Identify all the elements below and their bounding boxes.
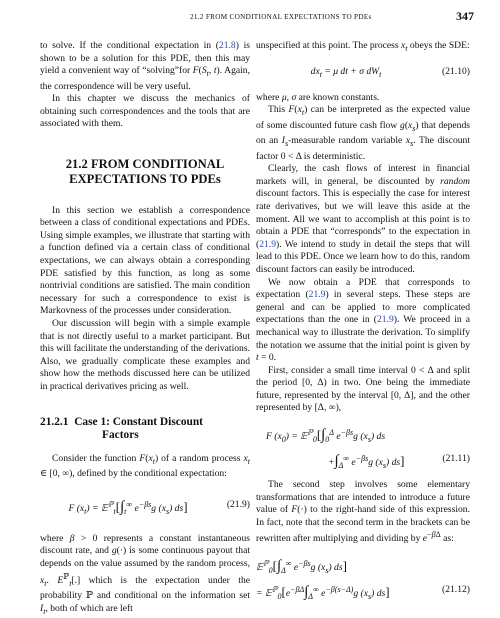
paragraph: Consider the function $F(x_t)$ of a random process $x_t$ ∈ [0, ∞), defined by the conditional expectation: xyxy=(40,452,250,480)
paragraph: where μ, σ are known constants. xyxy=(256,91,380,103)
equation-link[interactable]: 21.9 xyxy=(376,314,394,326)
paragraph: unspecified at this point. The process $x_t$ obeys the SDE: xyxy=(256,40,470,53)
subsection-title: 21.2.1 Case 1: Constant Discount Factors xyxy=(40,415,203,442)
page-header xyxy=(0,0,500,36)
paragraph: Clearly, the cash flows of interest in financial markets will, in general, be discounted by random discount factors. This is especially the case for interest rate derivatives, but we will leave this aside at the moment. All we want to accomplish at this point is to obtain a PDE that “corresponds” to the expectation in (21.9). We intend to study in detail the steps that will lead to this PDE. Once we learn how to do this, random discount factors can easily be introduced. xyxy=(256,163,470,275)
paragraph: The second step involves some elementary transformations that are intended to introduce a future value of F(·) to the right-hand side of this expression. In fact, note that the second term in the brackets can be rewritten after multiplying and dividing by $e^{-\beta\Delta}$ as: xyxy=(256,479,470,545)
paragraph: where β > 0 represents a constant instantaneous discount rate, and g(·) is some continuous payout that depends on the value assumed by the random process, $x_t$. $E^ℙ_t[.]$ which is the expectation under the probability ℙ and conditional on the information set $I_t$, both of which are left xyxy=(40,532,251,616)
paragraph: We now obtain a PDE that corresponds to expectation (21.9) in several steps. These steps are general and can be applied to more complicated expectations than the one in (21.9). We proceed in a mechanical way to illustrate the derivation. To simplify the notation we assume that the initial point is given by t = 0. xyxy=(256,276,471,364)
left-column xyxy=(40,40,250,618)
equation-21-9: F $(x_t)$ = $𝔼^ℙ_t[\int_t^\infty$ $e^{-\beta s}g$ $(x_s)$ ds] (21.9) xyxy=(68,498,250,516)
paragraph: This $F(x_t)$ can be interpreted as the expected value of some discounted future cash flow $g(x_s)$ that depends on an $I_s$-measurable random variable $x_s$. The discount factor 0 < Δ is deterministic. xyxy=(256,104,470,162)
page-number: 347 xyxy=(456,9,474,23)
section-title: 21.2 FROM CONDITIONAL EXPECTATIONS TO PDEs xyxy=(65,157,225,186)
paragraph: In this section we establish a correspondence between a class of conditional expectations and PDEs. Using simple examples, we illustrate that starting with a function defined via a certain class of conditional expectations, we can always obtain a corresponding PDE satisfied by this function, as long as some nontrivial conditions are satisfied. The main condition necessary for such a correspondence to exist is Markovness of the processes under consideration. xyxy=(40,204,250,317)
paragraph: to solve. If the conditional expectation in (21.8) is shown to be a solution for this PDE, then this may yield a convenient way of “solving”for $F(S_t$, t). Again, the correspondence will be very useful. xyxy=(40,40,250,92)
right-column xyxy=(256,40,470,610)
paragraph: First, consider a small time interval 0 < Δ and split the period [0, Δ) in two. One being the immediate future, represented by the interval [0, Δ], and the other represented by [Δ, ∞), xyxy=(256,364,470,414)
equation-21-11: F $(x_0)$ = $𝔼^ℙ_0[\int_0^\Delta$ $e^{-\beta s}g$ $(x_s)$ ds $+\int_\Delta^\infty$ $e^{-\beta s}g$ $(x_s)$ ds] (21.11) xyxy=(266,427,470,471)
equation-link[interactable]: 21.9 xyxy=(308,289,326,301)
equation-21-10: $dx_t = \mu$ dt + σ $dW_t$ (21.10) xyxy=(310,65,470,79)
running-head: 21.2 FROM CONDITIONAL EXPECTATIONS TO PDEs xyxy=(190,13,372,21)
paragraph: In this chapter we discuss the mechanics of obtaining such correspondences and the tools that are associated with them. xyxy=(40,93,250,130)
equation-link[interactable]: 21.9 xyxy=(259,238,276,250)
equation-21-12: $𝔼^ℙ_0[\int_\Delta^\infty$ $e^{-\beta s}g$ $(x_s)$ ds] = $𝔼^ℙ_0[e^{-\beta\Delta}\int_\Delta^\infty$ $e^{-\beta(s-\Delta)}g$ $(x_s)$ ds] (21.12) xyxy=(256,558,470,602)
paragraph: Our discussion will begin with a simple example that is not directly useful to a market participant. But this will facilitate the understanding of the derivations. Also, we gradually complicate these examples and show how the methods discussed here can be utilized in practical derivatives pricing as well. xyxy=(40,318,250,392)
equation-link[interactable]: 21.8 xyxy=(218,40,236,51)
